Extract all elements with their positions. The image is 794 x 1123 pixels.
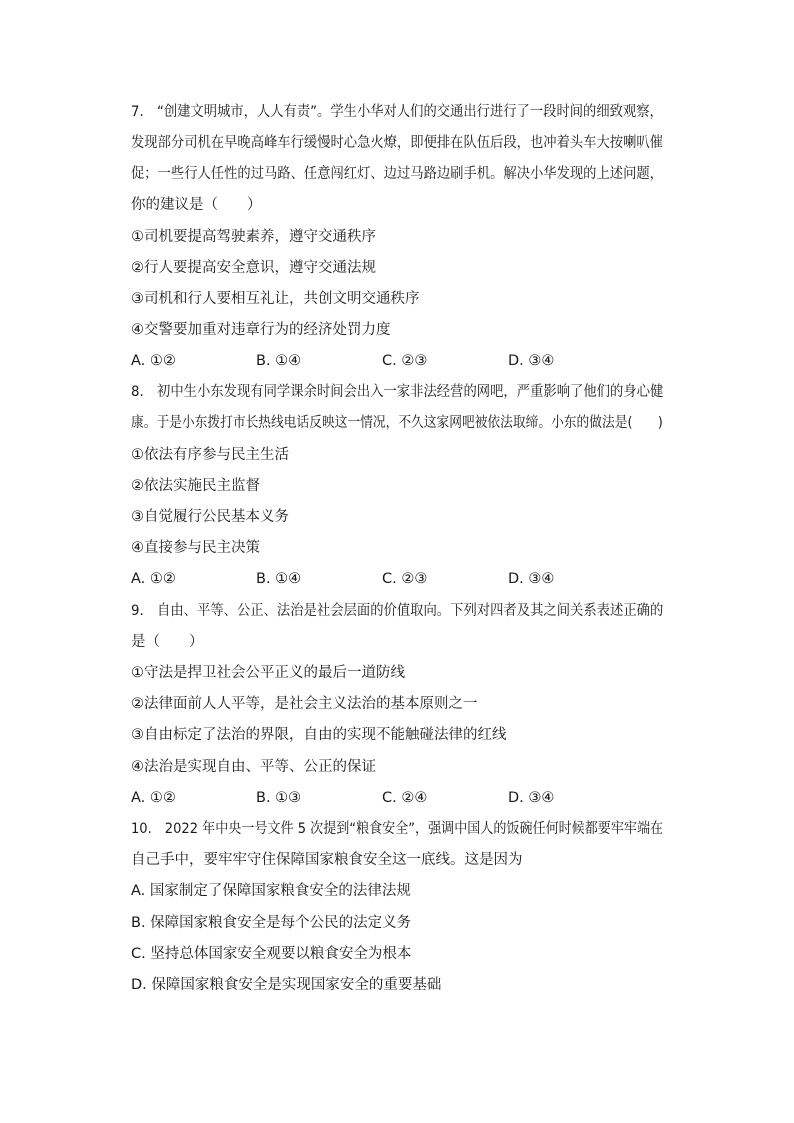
q8-option-b: B. ①④ <box>256 571 302 587</box>
q7-statement-2: ②行人要提高安全意识，遵守交通法规 <box>131 260 376 276</box>
q9-statement-2: ②法律面前人人平等，是社会主义法治的基本原则之一 <box>131 696 478 712</box>
q7-statement-4: ④交警要加重对违章行为的经济处罚力度 <box>131 322 391 338</box>
q10-choice-d: D. 保障国家粮食安全是实现国家安全的重要基础 <box>131 977 442 993</box>
q9-option-c: C. ②④ <box>382 790 428 806</box>
q9-statement-1: ①守法是捍卫社会公平正义的最后一道防线 <box>131 665 405 681</box>
q9-statement-3: ③自由标定了法治的界限，自由的实现不能触碰法律的红线 <box>131 727 507 743</box>
q7-option-c: C. ②③ <box>382 353 428 369</box>
q8-options <box>131 569 651 589</box>
q9-options <box>131 788 651 808</box>
q7-stem-line-3: 促；一些行人任性的过马路、任意闯红灯、边过马路边刷手机。解决小华发现的上述问题， <box>131 166 663 182</box>
q7-statement-3: ③司机和行人要相互礼让，共创文明交通秩序 <box>131 291 420 307</box>
q9-statement-4: ④法治是实现自由、平等、公正的保证 <box>131 759 376 775</box>
q8-statement-1: ①依法有序参与民主生活 <box>131 447 289 463</box>
q8-option-d: D. ③④ <box>508 571 555 587</box>
q7-statement-1: ①司机要提高驾驶素养，遵守交通秩序 <box>131 229 376 245</box>
q7-stem-line-4: 你的建议是（ ） <box>131 197 262 213</box>
q7-option-d: D. ③④ <box>508 353 555 369</box>
q7-option-a: A. ①② <box>131 353 176 369</box>
q9-option-b: B. ①③ <box>256 790 302 806</box>
q9-stem-line-1: 9. 自由、平等、公正、法治是社会层面的价值取向。下列对四者及其之间关系表述正确的 <box>131 603 664 619</box>
q7-options <box>131 351 651 371</box>
q7-option-b: B. ①④ <box>256 353 302 369</box>
q8-stem-line-1: 8. 初中生小东发现有同学课余时间会出入一家非法经营的网吧，严重影响了他们的身心健 <box>131 384 664 400</box>
q10-choice-b: B. 保障国家粮食安全是每个公民的法定义务 <box>131 915 412 931</box>
q10-choice-a: A. 国家制定了保障国家粮食安全的法律法规 <box>131 883 411 899</box>
q8-statement-4: ④直接参与民主决策 <box>131 540 260 556</box>
q8-statement-2: ②依法实施民主监督 <box>131 478 260 494</box>
q8-statement-3: ③自觉履行公民基本义务 <box>131 509 289 525</box>
q8-stem-line-2: 康。于是小东拨打市长热线电话反映这一情况，不久这家网吧被依法取缔。小东的做法是( ) <box>131 415 663 431</box>
q8-option-c: C. ②③ <box>382 571 428 587</box>
q7-stem-line-2: 发现部分司机在早晚高峰车行缓慢时心急火燎，即便排在队伍后段，也冲着头车大按喇叭催 <box>131 135 663 151</box>
q10-stem-line-1: 10. 2022 年中央一号文件 5 次提到“粮食安全”，强调中国人的饭碗任何时候都要牢牢端在 <box>131 821 664 837</box>
q7-stem-line-1: 7. “创建文明城市，人人有责”。学生小华对人们的交通出行进行了一段时间的细致观察， <box>131 104 663 120</box>
q9-stem-line-2: 是（ ） <box>131 634 204 650</box>
q10-choice-c: C. 坚持总体国家安全观要以粮食安全为根本 <box>131 946 412 962</box>
q10-stem-line-2: 自己手中，要牢牢守住保障国家粮食安全这一底线。这是因为 <box>131 852 523 868</box>
q9-option-a: A. ①② <box>131 790 176 806</box>
q8-option-a: A. ①② <box>131 571 176 587</box>
q9-option-d: D. ③④ <box>508 790 555 806</box>
